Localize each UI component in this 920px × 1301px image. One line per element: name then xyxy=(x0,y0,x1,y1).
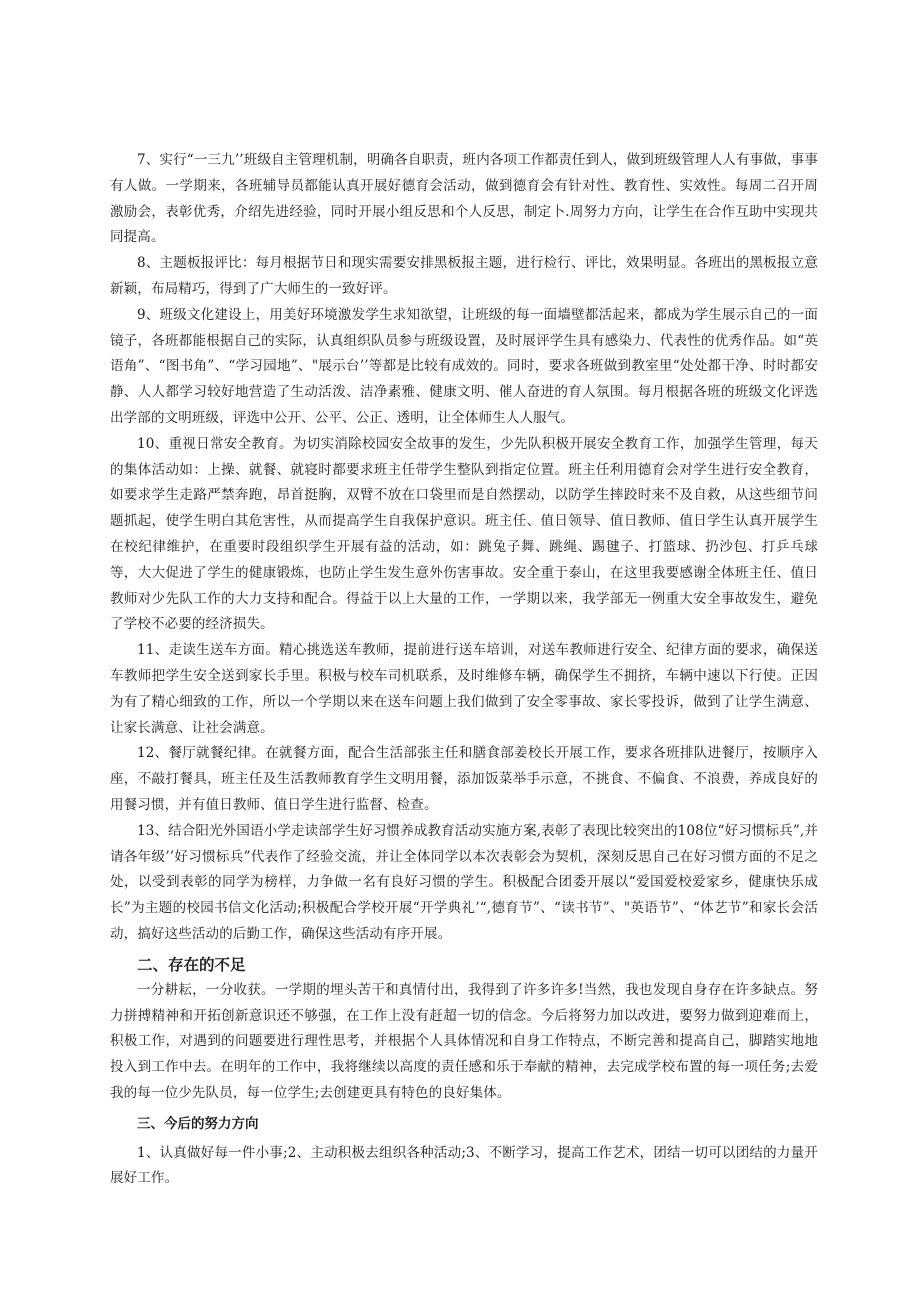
paragraph-item-8: 8、主题板报评比：每月根据节日和现实需要安排黑板报主题，进行检行、评比，效果明显。各班出的黑板报立意新颖，布局精巧，得到了广大师生的一致好评。 xyxy=(110,255,818,297)
paragraph-item-12: 12、餐厅就餐纪律。在就餐方面，配合生活部张主任和膳食部姜校长开展工作，要求各班排队进餐厅，按顺序入座，不敲打餐具，班主任及生活教师教育学生文明用餐，添加饭菜举手示意，不挑食、不偏食、不浪费，养成良好的用餐习惯，并有值日教师、值日学生进行监督、检查。 xyxy=(110,745,818,813)
section-heading-shortcomings: 二、存在的不足 xyxy=(137,955,246,974)
paragraph-item-7: 7、实行“一三九’’班级自主管理机制，明确各自职责，班内各项工作都责任到人，做到班级管理人人有事做，事事有人做。一学期来，各班辅导员都能认真开展好德育会活动，做到德育会有针对性、教育性、实效性。每周二召开周激励会，表彰优秀，介绍先进经验，同时开展小组反思和个人反思，制定卜.周努力方向，让学生在合作互助中实现共同提高。 xyxy=(110,152,818,246)
future-direction-paragraph: 1、认真做好每一件小事;2、主动积极去组织各种活动;3、不断学习，提高工作艺术，团结一切可以团结的力量开展好工作。 xyxy=(110,1144,818,1187)
paragraph-item-11: 11、走读生送车方面。精心挑选送车教师，提前进行送车培训，对送车教师进行安全、纪律方面的要求，确保送车教师把学生安全送到家长手里。积极与校车司机联系，及时维修车辆，确保学生不拥挤，车辆中速以下行使。正因为有了精心细致的工作，所以一个学期以来在送车问题上我们做到了安全零事故、家长零投诉，做到了让学生满意、让家长满意、让社会满意。 xyxy=(110,642,818,736)
paragraph-item-9: 9、班级文化建设上，用美好环境激发学生求知欲望，让班级的每一面墙壁都活起来，都成为学生展示自己的一面镜子，各班都能根据自己的实际，认真组织队员参与班级设置，及时展评学生具有感染力、代表性的优秀作品。如“英语角”、“图书角”、“学习园地”、"展示台’’等都是比较有成效的。同时，要求各班做到教室里“处处都干净、时时都安静、人人都学习较好地营造了生动活泼、洁净素雅、健康文明、催人奋进的育人氛围。每月根据各班的班级文化评选出学部的文明班级，评选中公开、公平、公正、透明，让全体师生人人服气。 xyxy=(110,306,818,426)
section-heading-future-direction: 三、今后的努力方向 xyxy=(137,1115,259,1132)
paragraph-item-10: 10、重视日常安全教育。为切实消除校园安全故事的发生，少先队积极开展安全教育工作，加强学生管理，每天的集体活动如：上操、就餐、就寝时都要求班主任带学生整队到指定位置。班主任利用德育会对学生进行安全教育，如要求学生走路严禁奔跑，昂首挺胸，双臂不放在口袋里而是自然摆动，以防学生摔跤时来不及自救，从这些细节问题抓起，使学生明白其危害性，从而提高学生自我保护意识。班主任、值日领导、值日教师、值日学生认真开展学生在校纪律维护，在重要时段组织学生开展有益的活动，如：跳兔子舞、跳绳、踢毽子、打篮球、扔沙包、打乒乓球等，大大促进了学生的健康锻炼，也防止学生发生意外伤害事故。安全重于泰山，在这里我要感谢全体班主任、值日教师对少先队工作的大力支持和配合。得益于以上大量的工作，一学期以来，我学部无一例重大安全事故发生，避免了学校不必要的经济损失。 xyxy=(110,435,818,633)
paragraph-item-13: 13、结合阳光外国语小学走读部学生好习惯养成教育活动实施方案,表彰了表现比较突出的108位“好习惯标兵”,并请各年级’’好习惯标兵”代表作了经验交流，并让全体同学以本次表彰会为契机，深刻反思自己在好习惯方面的不足之处，以受到表彰的同学为榜样，力争做一名有良好习惯的学生。积极配合团委开展以“爱国爱校爱家乡，健康快乐成长”为主题的校园书信文化活动;积极配合学校开展“开学典礼’“,德育节”、“读书节”、"英语节”、“体艺节”和家长会活动，搞好这些活动的后勤工作，确保这些活动有序开展。 xyxy=(110,822,818,942)
document-body xyxy=(110,148,818,1192)
shortcomings-paragraph: 一分耕耘，一分收获。一学期的埋头苦干和真情付出，我得到了许多许多!当然，我也发现自身存在许多缺点。努力拼搏精神和开拓创新意识还不够强，在工作上没有赶超一切的信念。今后将努力加以改进，要努力做到迎难而上，积极工作，对遇到的问题要进行理性思考，并根据个人具体情况和自身工作特点，不断完善和提高自己，脚踏实地地投入到工作中去。在明年的工作中，我将继续以高度的责任感和乐于奉献的精神，去完成学校布置的每一项任务;去爱我的每一位少先队员，每一位学生;去创建更具有特色的良好集体。 xyxy=(110,981,818,1101)
